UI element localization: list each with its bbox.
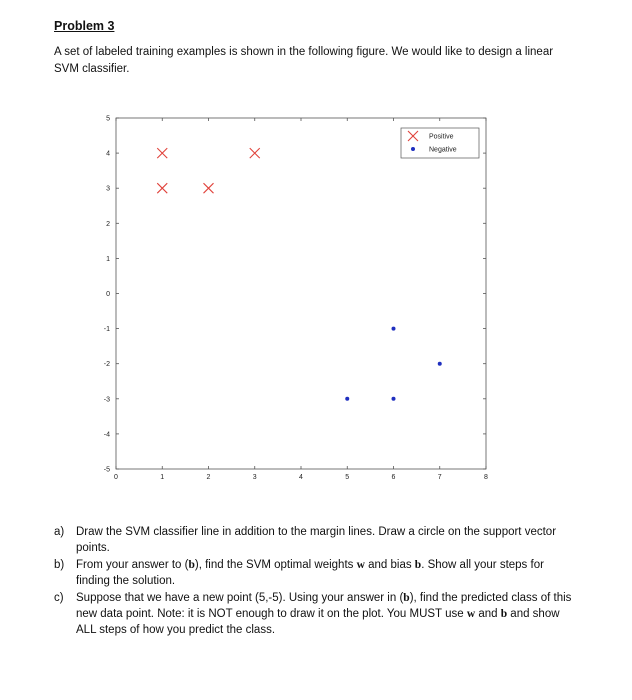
legend-box xyxy=(401,128,479,158)
x-tick-label: 0 xyxy=(114,474,118,481)
question-label: b) xyxy=(54,559,65,571)
question-item xyxy=(54,590,574,638)
y-tick-label: 5 xyxy=(106,115,110,123)
y-tick-label: 3 xyxy=(106,185,110,193)
y-tick-label: -4 xyxy=(103,431,110,439)
plot-axes-box xyxy=(116,118,486,469)
y-tick-label: 1 xyxy=(106,255,110,263)
negative-point xyxy=(392,327,396,331)
y-tick-label: -5 xyxy=(103,466,110,474)
problem-title: Problem 3 xyxy=(54,19,115,33)
x-tick-label: 7 xyxy=(437,474,442,481)
positive-point xyxy=(157,183,167,193)
positive-point xyxy=(250,148,260,158)
y-tick-label: -2 xyxy=(103,361,110,369)
question-label: c) xyxy=(54,592,64,604)
x-tick-label: 8 xyxy=(484,474,488,481)
scatter-plot xyxy=(90,104,510,494)
negative-point xyxy=(345,397,349,401)
question-label: a) xyxy=(54,526,65,538)
positive-point xyxy=(204,183,214,193)
x-tick-label: 3 xyxy=(252,474,257,481)
x-tick-label: 4 xyxy=(299,474,303,481)
y-tick-label: 4 xyxy=(106,150,110,158)
question-item xyxy=(54,557,574,589)
negative-point xyxy=(392,397,396,401)
legend-label: Positive xyxy=(429,133,454,141)
negative-point xyxy=(438,362,442,366)
positive-point xyxy=(157,148,167,158)
question-text: Suppose that we have a new point (5,-5). Using your answer in (b), find the predicted class of this new data point. Note: it is NOT enough to draw it on the plot. You MUST use w and b and show ALL steps of how you predict the class. xyxy=(76,592,572,636)
problem-intro: A set of labeled training examples is shown in the following figure. We would like to design a linear SVM classifier. xyxy=(54,46,554,75)
x-tick-label: 5 xyxy=(345,474,350,481)
question-text: From your answer to (b), find the SVM optimal weights w and bias b. Show all your steps for finding the solution. xyxy=(76,559,544,587)
question-item xyxy=(54,524,574,556)
x-tick-label: 1 xyxy=(160,474,165,481)
y-tick-label: 2 xyxy=(106,220,110,228)
legend-label: Negative xyxy=(429,146,457,154)
question-text: Draw the SVM classifier line in addition to the margin lines. Draw a circle on the support vector points. xyxy=(76,526,557,554)
y-tick-label: 0 xyxy=(106,291,110,298)
x-tick-label: 2 xyxy=(206,474,211,481)
y-tick-label: -1 xyxy=(103,326,110,334)
x-tick-label: 6 xyxy=(391,474,396,481)
question-list xyxy=(54,524,574,639)
y-tick-label: -3 xyxy=(103,396,110,404)
legend-negative-marker xyxy=(411,147,415,151)
